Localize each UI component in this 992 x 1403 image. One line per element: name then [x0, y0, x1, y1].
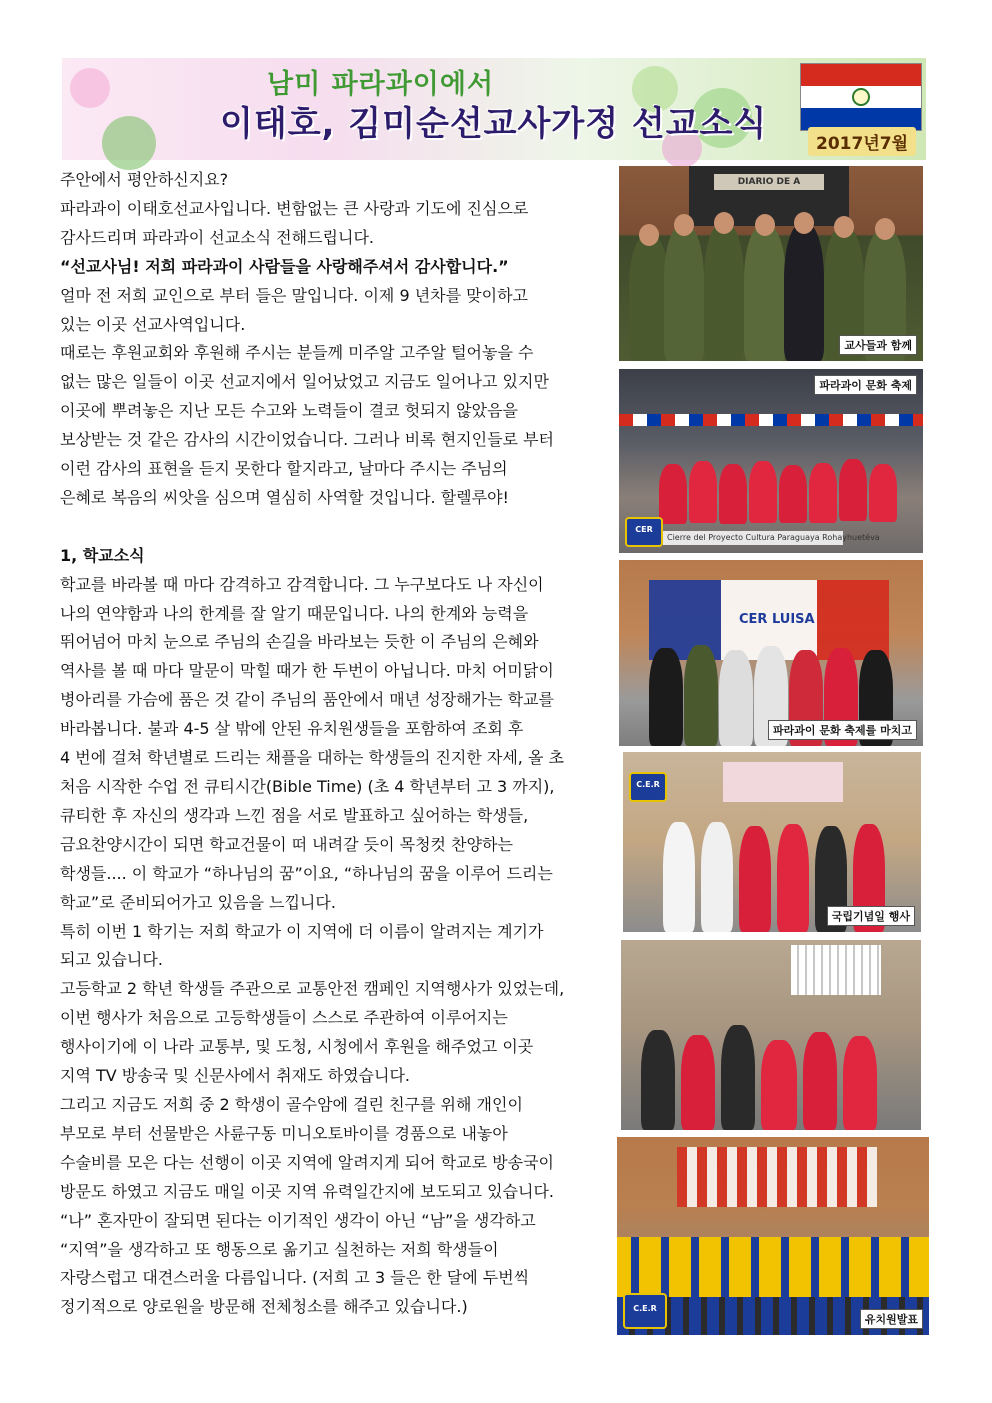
window — [791, 945, 881, 995]
text-line: 학교를 바라볼 때 마다 감격하고 감격합니다. 그 누구보다도 나 자신이 — [60, 574, 544, 594]
text-line: 그리고 지금도 저희 중 2 학생이 골수암에 걸린 친구를 위해 개인이 — [60, 1094, 523, 1114]
photo-culture-festival — [619, 369, 923, 553]
text-line: 되고 있습니다. — [60, 950, 163, 970]
text-line: 이번 행사가 처음으로 고등학생들이 스스로 주관하여 이루어지는 — [60, 1008, 508, 1028]
banner-subtitle: 남미 파라과이에서 — [267, 69, 495, 100]
text-line: 행사이기에 이 나라 교통부, 및 도청, 시청에서 후원을 해주었고 이곳 — [60, 1037, 534, 1057]
text-line: 있는 이곳 선교사역입니다. — [60, 314, 246, 334]
letter-body — [60, 166, 608, 1322]
text-line: 금요찬양시간이 되면 학교건물이 떠 내려갈 듯이 목청컷 찬양하는 — [60, 834, 513, 854]
text-line: 뛰어넘어 마치 눈으로 주님의 손길을 바라보는 듯한 이 주님의 은혜와 — [60, 632, 539, 652]
text-line: 부모로 부터 선물받은 사륜구동 미니오토바이를 경품으로 내놓아 — [60, 1123, 508, 1143]
person — [777, 824, 809, 932]
event-strip: Cierre del Proyecto Cultura Paraguaya Rohayhuetéva — [663, 531, 843, 545]
head — [639, 224, 659, 246]
photo-caption: 교사들과 함께 — [839, 335, 917, 355]
photo-caption: 유치원발표 — [860, 1309, 923, 1329]
text-line: 4 번에 걸쳐 학년별로 드리는 채플을 대하는 학생들의 진지한 자세, 올 초 — [60, 748, 564, 768]
school-logo: C.E.R — [629, 772, 667, 802]
text-line: 나의 연약함과 나의 한계를 잘 알기 때문입니다. 나의 한계와 능력을 — [60, 603, 529, 623]
text-line: 보상받는 것 같은 감사의 시간이었습니다. 그러나 비록 현지인들로 부터 — [60, 430, 554, 450]
text-line: 자랑스럽고 대견스러울 다름입니다. (저희 고 3 들은 한 달에 두번씩 — [60, 1268, 530, 1288]
head — [875, 218, 895, 240]
photo-dance-performance — [621, 940, 921, 1130]
person — [649, 648, 683, 746]
school-sign: DIARIO DE A — [714, 174, 824, 190]
text-line: 주안에서 평안하신지요? — [60, 170, 229, 189]
photo-national-day — [623, 752, 921, 932]
stage-banner-text: CER LUISA — [739, 612, 815, 627]
dancer — [809, 463, 837, 523]
person — [719, 650, 753, 746]
text-line: 정기적으로 양로원을 방문해 전체청소를 해주고 있습니다.) — [60, 1297, 468, 1317]
text-line: 특히 이번 1 학기는 저희 학교가 이 지역에 더 이름이 알려지는 계기가 — [60, 921, 544, 941]
section-title: 1, 학교소식 — [60, 545, 145, 565]
person — [784, 224, 824, 361]
head — [674, 214, 694, 236]
photo-caption: 국립기념일 행사 — [827, 906, 915, 926]
dancer — [779, 465, 807, 523]
text-line: 역사를 볼 때 마다 말문이 막힐 때가 한 두번이 아닙니다. 마치 어미닭이 — [60, 661, 554, 681]
dancer — [869, 464, 897, 522]
school-logo: C.E.R — [623, 1293, 667, 1329]
photo-kindergarten — [617, 1137, 929, 1335]
person — [739, 826, 771, 932]
bunting — [619, 414, 923, 426]
stage-banner — [723, 762, 843, 802]
dancer — [659, 464, 687, 524]
clover-decoration — [102, 116, 156, 170]
text-line: “나” 혼자만이 잘되면 된다는 이기적인 생각이 아닌 “남”을 생각하고 — [60, 1210, 536, 1230]
text-line: 없는 많은 일들이 이곳 선교지에서 일어났었고 지금도 일어나고 있지만 — [60, 372, 549, 392]
person — [664, 226, 704, 361]
person — [744, 226, 786, 361]
head — [834, 216, 854, 238]
dancer — [749, 461, 777, 523]
children-group — [617, 1237, 929, 1297]
paraguay-flag-icon — [800, 63, 922, 131]
school-logo: CER — [625, 517, 663, 547]
banner-title: 이태호, 김미순선교사가정 선교소식 — [220, 104, 768, 144]
text-line: 지역 TV 방송국 및 신문사에서 취재도 하였습니다. — [60, 1066, 410, 1086]
dancer — [803, 1032, 837, 1130]
person — [663, 822, 695, 932]
head — [714, 212, 734, 234]
text-line: 학교”로 준비되어가고 있음을 느낍니다. — [60, 892, 336, 912]
text-line: 감사드리며 파라과이 선교소식 전해드립니다. — [60, 227, 375, 247]
person — [721, 1025, 755, 1130]
person — [641, 1030, 675, 1130]
dancer — [839, 459, 867, 521]
text-line: 수술비를 모은 다는 선행이 이곳 지역에 알려지게 되어 학교로 방송국이 — [60, 1152, 554, 1172]
quote-line: “선교사님! 저희 파라과이 사람들을 사랑해주셔서 감사합니다.” — [60, 256, 509, 276]
head — [755, 214, 775, 236]
person — [684, 645, 718, 746]
text-line: 처음 시작한 수업 전 큐티시간(Bible Time) (초 4 학년부터 고 3 까지), — [60, 777, 555, 797]
text-line: 때로는 후원교회와 후원해 주시는 분들께 미주알 고주알 털어놓을 수 — [60, 343, 534, 363]
dancer — [689, 461, 717, 523]
stage-curtain — [677, 1147, 877, 1207]
dancer — [719, 464, 747, 524]
photo-caption: 파라과이 문화 축제 — [814, 375, 917, 395]
dancer — [843, 1036, 877, 1130]
text-line: 고등학교 2 학년 학생들 주관으로 교통안전 캠페인 지역행사가 있었는데, — [60, 979, 565, 999]
banner-date: 2017년7월 — [808, 127, 916, 156]
photo-caption: 파라과이 문화 축제를 마치고 — [768, 720, 917, 740]
text-line: 학생들.... 이 학교가 “하나님의 꿈”이요, “하나님의 꿈을 이루어 드리는 — [60, 863, 553, 883]
flower-decoration — [70, 68, 110, 108]
text-line: 이런 감사의 표현을 듣지 못한다 할지라고, 날마다 주시는 주님의 — [60, 459, 508, 479]
person — [629, 236, 669, 361]
text-line: 이곳에 뿌려놓은 지난 모든 수고와 노력들이 결코 헛되지 않았음을 — [60, 401, 519, 421]
text-line: 바라봅니다. 불과 4-5 살 밖에 안된 유치원생들을 포함하여 조회 후 — [60, 719, 524, 739]
header-banner — [62, 58, 926, 160]
person — [701, 822, 733, 932]
photo-after-festival — [619, 560, 923, 746]
text-line: 큐티한 후 자신의 생각과 느낀 점을 서로 발표하고 싶어하는 학생들, — [60, 805, 529, 825]
head — [794, 212, 814, 234]
text-line: 은혜로 복음의 씨앗을 심으며 열심히 사역할 것입니다. 할렐루야! — [60, 487, 509, 507]
text-line: “지역”을 생각하고 또 행동으로 옮기고 실천하는 저희 학생들이 — [60, 1239, 499, 1259]
person — [704, 224, 744, 361]
text-line: 파라과이 이태호선교사입니다. 변함없는 큰 사랑과 기도에 진심으로 — [60, 198, 529, 218]
dancer — [761, 1040, 797, 1130]
text-line: 방문도 하였고 지금도 매일 이곳 지역 유력일간지에 보도되고 있습니다. — [60, 1181, 554, 1201]
text-line: 얼마 전 저희 교인으로 부터 들은 말입니다. 이제 9 년차를 맞이하고 — [60, 285, 528, 305]
photo-teachers — [619, 166, 923, 361]
text-line: 병아리를 가슴에 품은 것 같이 주님의 품안에서 매년 성장해가는 학교를 — [60, 690, 554, 710]
dancer — [681, 1035, 715, 1130]
